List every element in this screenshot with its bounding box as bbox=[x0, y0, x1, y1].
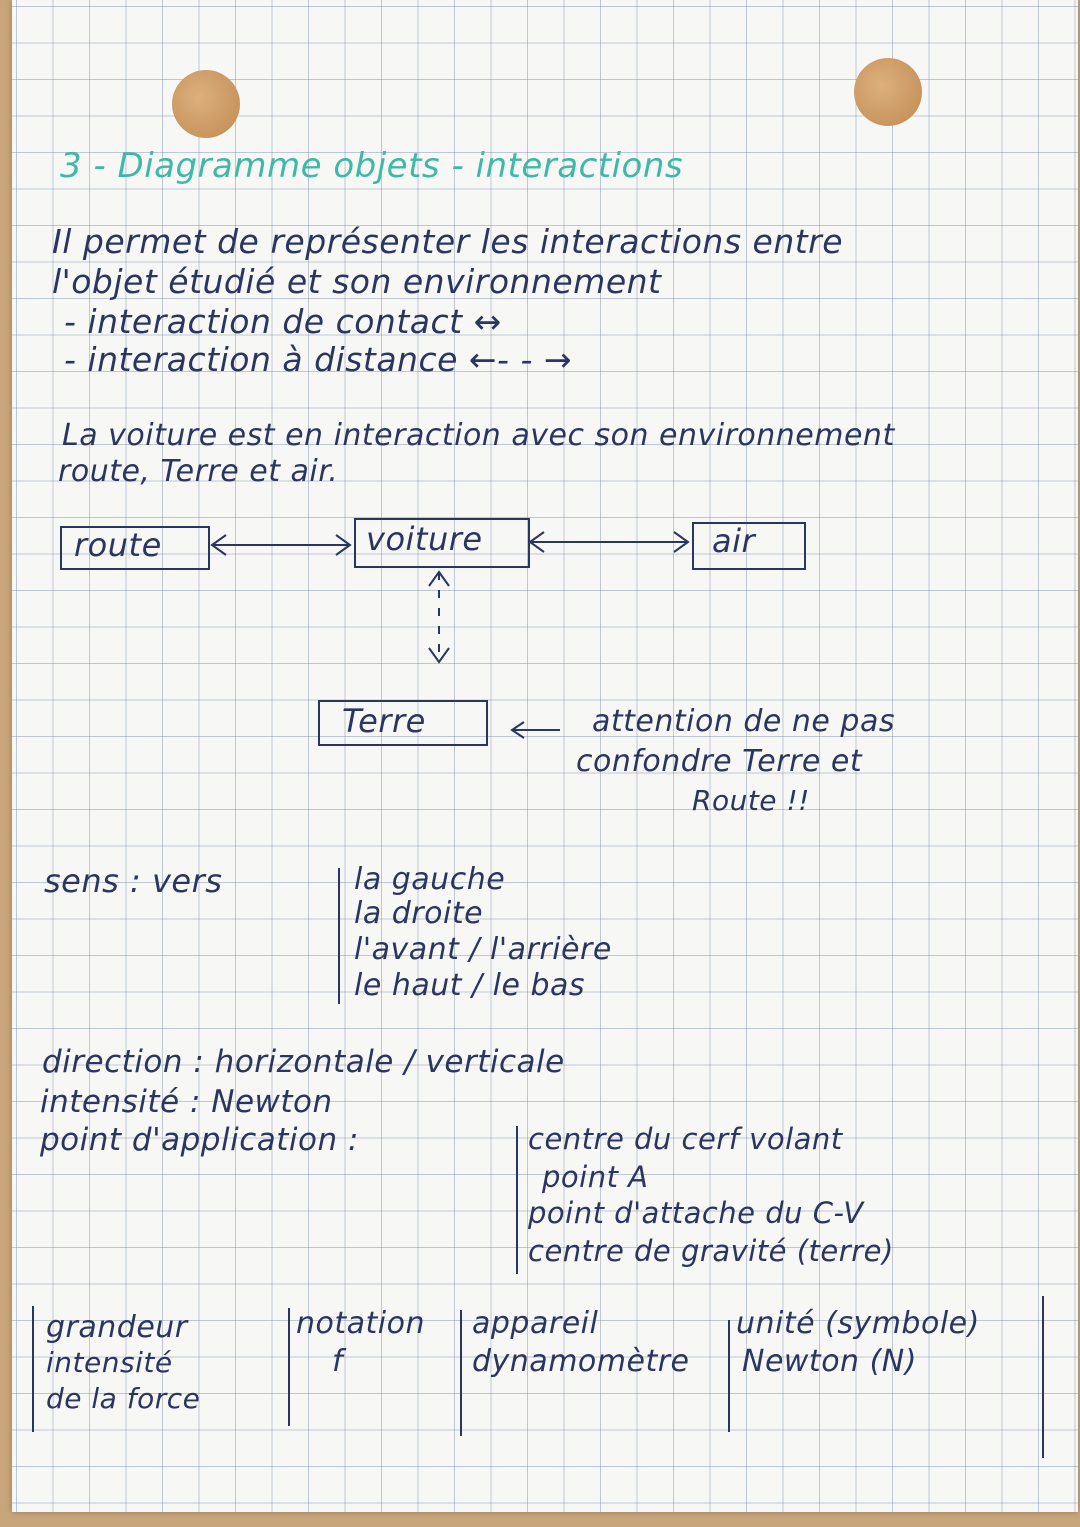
table-header-grandeur: grandeur bbox=[46, 1310, 188, 1345]
table-cell-unite: Newton (N) bbox=[742, 1344, 917, 1379]
table-divider-3 bbox=[728, 1320, 730, 1432]
bullet-contact: - interaction de contact ↔ bbox=[64, 302, 502, 341]
intensite-line: intensité : Newton bbox=[40, 1084, 333, 1120]
table-header-appareil: appareil bbox=[472, 1306, 599, 1341]
sens-bracket bbox=[338, 868, 340, 1004]
application-item-1: centre du cerf volant bbox=[528, 1122, 843, 1156]
note-line-3: Route !! bbox=[692, 784, 810, 817]
table-header-notation: notation bbox=[296, 1306, 425, 1341]
notebook-page bbox=[12, 0, 1078, 1512]
application-label: point d'application : bbox=[40, 1122, 359, 1158]
page-title: 3 - Diagramme objets - interactions bbox=[60, 146, 684, 186]
sens-item-2: la droite bbox=[354, 896, 484, 931]
sentence-line-1: La voiture est en interaction avec son environnement bbox=[62, 418, 895, 453]
application-item-4: centre de gravité (terre) bbox=[528, 1234, 894, 1268]
label-route: route bbox=[74, 526, 162, 564]
bullet-distance: - interaction à distance ←- - → bbox=[64, 340, 572, 379]
label-air: air bbox=[712, 522, 756, 560]
sens-item-4: le haut / le bas bbox=[354, 968, 586, 1003]
table-cell-grandeur-1: intensité bbox=[46, 1346, 173, 1379]
table-border-left bbox=[32, 1306, 34, 1432]
diagram-arrows bbox=[12, 0, 1078, 1512]
label-terre: Terre bbox=[342, 702, 426, 740]
application-item-3: point d'attache du C-V bbox=[528, 1196, 864, 1230]
label-voiture: voiture bbox=[366, 520, 483, 558]
sens-item-1: la gauche bbox=[354, 862, 506, 897]
sentence-line-2: route, Terre et air. bbox=[58, 454, 339, 489]
sens-label: sens : vers bbox=[44, 862, 223, 900]
application-item-2: point A bbox=[542, 1160, 649, 1194]
intro-line-2: l'objet étudié et son environnement bbox=[52, 262, 662, 301]
table-divider-1 bbox=[288, 1308, 290, 1426]
application-bracket bbox=[516, 1126, 518, 1274]
note-line-1: attention de ne pas bbox=[592, 704, 895, 739]
sens-item-3: l'avant / l'arrière bbox=[354, 932, 612, 967]
note-line-2: confondre Terre et bbox=[576, 744, 863, 779]
intro-line-1: Il permet de représenter les interactions entre bbox=[52, 222, 844, 261]
table-cell-notation: f bbox=[332, 1344, 344, 1379]
table-border-right bbox=[1042, 1296, 1044, 1458]
table-header-unite: unité (symbole) bbox=[736, 1306, 980, 1341]
table-cell-grandeur-2: de la force bbox=[46, 1382, 201, 1415]
table-divider-2 bbox=[460, 1310, 462, 1436]
table-cell-appareil: dynamomètre bbox=[472, 1344, 690, 1379]
direction-line: direction : horizontale / verticale bbox=[42, 1044, 565, 1080]
